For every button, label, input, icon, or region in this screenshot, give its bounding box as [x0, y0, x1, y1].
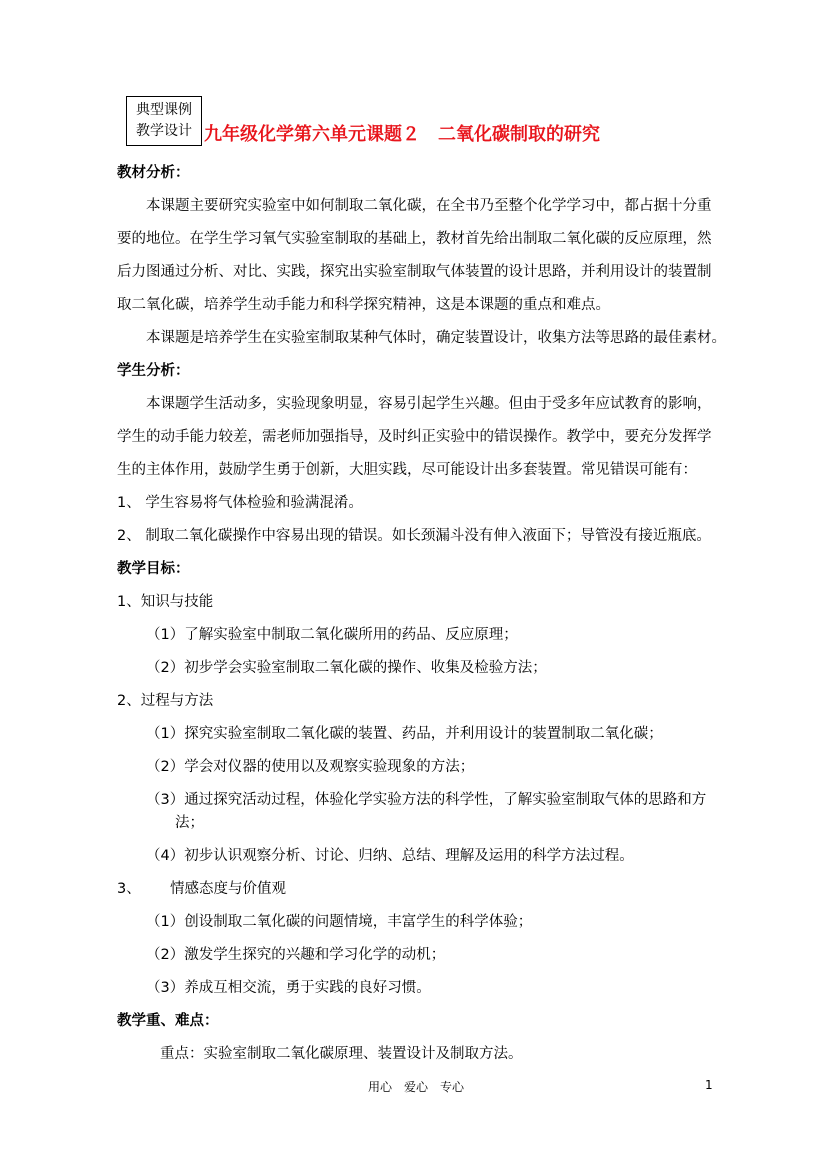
students-paragraph-line: 生的主体作用，鼓励学生勇于创新，大胆实践，尽可能设计出多套装置。常见错误可能有： — [117, 462, 697, 478]
goal-2-item: （4）初步认识观察分析、讨论、归纳、总结、理解及运用的科学方法过程。 — [146, 848, 634, 864]
students-heading: 学生分析： — [117, 363, 190, 379]
goal-2-item: （3）通过探究活动过程，体验化学实验方法的科学性，了解实验室制取气体的思路和方 — [146, 792, 707, 808]
common-error-1: 1、 学生容易将气体检验和验满混淆。 — [117, 495, 363, 511]
goal-3-item: （1）创设制取二氧化碳的问题情境，丰富学生的科学体验； — [146, 914, 533, 930]
goals-heading: 教学目标： — [117, 561, 190, 577]
document-title: 九年级化学第六单元课题２ 二氧化碳制取的研究 — [204, 124, 600, 145]
goal-1-item: （2）初步学会实验室制取二氧化碳的操作、收集及检验方法； — [146, 660, 547, 676]
page-number: 1 — [705, 1078, 713, 1092]
goal-1-heading: 1、知识与技能 — [117, 594, 214, 610]
goal-3-heading: 情感态度与价值观 — [170, 881, 286, 897]
materials-paragraph-line: 本课题主要研究实验室中如何制取二氧化碳，在全书乃至整个化学学习中，都占据十分重 — [146, 198, 712, 214]
materials-paragraph-line: 取二氧化碳，培养学生动手能力和科学探究精神，这是本课题的重点和难点。 — [117, 297, 610, 313]
goal-2-item: （2）学会对仪器的使用以及观察实验现象的方法； — [146, 759, 475, 775]
students-paragraph-line: 本课题学生活动多，实验现象明显，容易引起学生兴趣。但由于受多年应试教育的影响， — [146, 396, 712, 412]
materials-paragraph-line: 要的地位。在学生学习氧气实验室制取的基础上，教材首先给出制取二氧化碳的反应原理，然 — [117, 231, 712, 247]
goal-2-item-continued: 法； — [175, 815, 204, 831]
footer-motto: 用心 爱心 专心 — [368, 1080, 465, 1094]
goal-2-item: （1）探究实验室制取二氧化碳的装置、药品，并利用设计的装置制取二氧化碳； — [146, 726, 663, 742]
goal-3-item: （3）养成互相交流，勇于实践的良好习惯。 — [146, 980, 431, 996]
materials-paragraph-2: 本课题是培养学生在实验室制取某种气体时，确定装置设计，收集方法等思路的最佳素材。 — [146, 330, 726, 346]
materials-paragraph-line: 后力图通过分析、对比、实践，探究出实验室制取气体装置的设计思路，并利用设计的装置制 — [117, 264, 712, 280]
materials-heading: 教材分析： — [117, 165, 190, 181]
key-points-heading: 教学重、难点： — [117, 1013, 219, 1029]
goal-2-heading: 2、过程与方法 — [117, 693, 214, 709]
common-error-2: 2、 制取二氧化碳操作中容易出现的错误。如长颈漏斗没有伸入液面下；导管没有接近瓶底。 — [117, 528, 711, 544]
key-point: 重点：实验室制取二氧化碳原理、装置设计及制取方法。 — [160, 1046, 523, 1062]
students-paragraph-line: 学生的动手能力较差，需老师加强指导，及时纠正实验中的错误操作。教学中，要充分发挥学 — [117, 429, 712, 445]
goal-3-item: （2）激发学生探究的兴趣和学习化学的动机； — [146, 947, 446, 963]
goal-1-item: （1）了解实验室中制取二氧化碳所用的药品、反应原理； — [146, 627, 518, 643]
badge-line-1: 典型课例 — [136, 102, 192, 118]
badge-line-2: 教学设计 — [136, 123, 192, 139]
lesson-type-badge — [126, 96, 202, 146]
goal-3-number: 3、 — [117, 881, 141, 897]
